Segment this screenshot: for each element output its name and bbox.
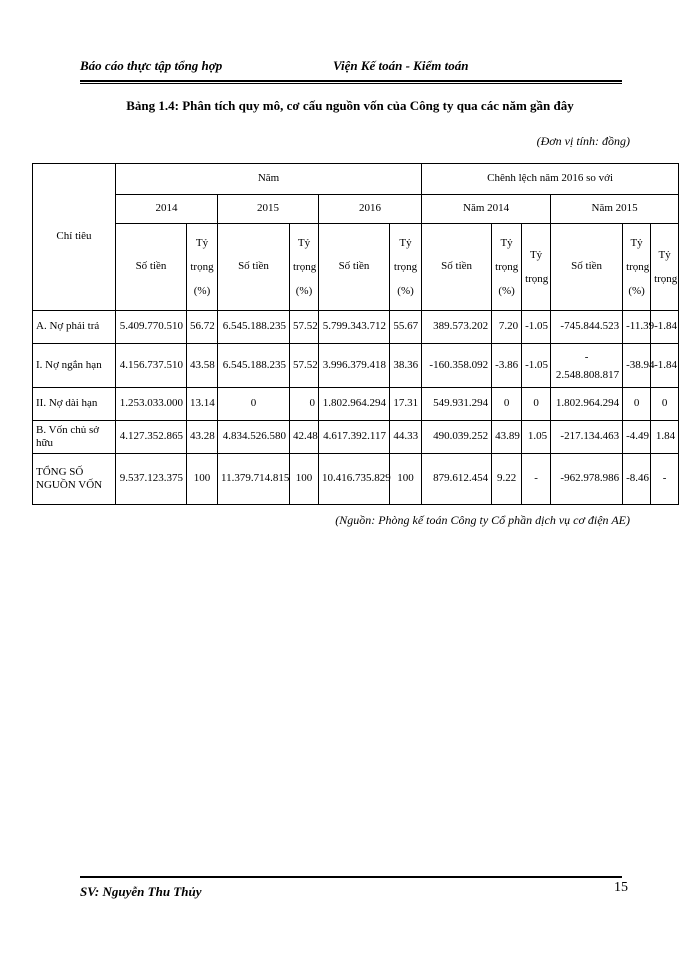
diff-2014-header: Năm 2014 xyxy=(422,195,551,224)
table-cell: -3.86 xyxy=(492,344,522,388)
table-cell: 549.931.294 xyxy=(422,388,492,421)
table-row-total xyxy=(33,454,679,505)
table-cell: 1.84 xyxy=(651,421,679,454)
amount-header: Số tiền xyxy=(116,224,187,311)
table-cell: -962.978.986 xyxy=(551,454,623,505)
table-cell: 4.127.352.865 xyxy=(116,421,187,454)
source-note: (Nguồn: Phòng kế toán Công ty Cổ phần dịch vụ cơ điện AE) xyxy=(335,513,630,527)
ratio-header: Tỷ trọng (%) xyxy=(390,224,422,311)
diff-2015-header: Năm 2015 xyxy=(551,195,679,224)
student-name: SV: Nguyễn Thu Thủy xyxy=(80,884,202,899)
table-row xyxy=(33,311,679,344)
page-header xyxy=(80,56,622,78)
table-cell: 879.612.454 xyxy=(422,454,492,505)
table-cell: -11.39 xyxy=(623,311,651,344)
amount-header: Số tiền xyxy=(319,224,390,311)
ratio-point-header: Tỷ trọng xyxy=(651,224,679,311)
table-cell: 55.67 xyxy=(390,311,422,344)
year-group-header: Năm xyxy=(116,164,422,195)
table-cell: 43.58 xyxy=(187,344,218,388)
table-cell: 10.416.735.829 xyxy=(319,454,390,505)
table-cell: 44.33 xyxy=(390,421,422,454)
table-cell: 4.617.392.117 xyxy=(319,421,390,454)
table-cell: -217.134.463 xyxy=(551,421,623,454)
row-label: TỔNG SỐ NGUỒN VỐN xyxy=(33,454,116,505)
table-cell: 1.253.033.000 xyxy=(116,388,187,421)
table-cell: 389.573.202 xyxy=(422,311,492,344)
table-cell: 9.22 xyxy=(492,454,522,505)
table-cell: 56.72 xyxy=(187,311,218,344)
header-divider xyxy=(80,80,622,82)
row-label: II. Nợ dài hạn xyxy=(33,388,116,421)
table-cell: -1.84 xyxy=(651,344,679,388)
footer-divider xyxy=(80,876,622,878)
table-cell: -8.46 xyxy=(623,454,651,505)
table-cell: -4.49 xyxy=(623,421,651,454)
table-cell: 0 xyxy=(218,388,290,421)
year-2014-header: 2014 xyxy=(116,195,218,224)
indicator-header: Chỉ tiêu xyxy=(33,164,116,311)
diff-group-header: Chênh lệch năm 2016 so với xyxy=(422,164,679,195)
table-cell: - xyxy=(522,454,551,505)
table-cell: -745.844.523 xyxy=(551,311,623,344)
header-row-3 xyxy=(33,224,679,311)
table-cell: 5.409.770.510 xyxy=(116,311,187,344)
row-label: A. Nợ phải trả xyxy=(33,311,116,344)
table-cell: 3.996.379.418 xyxy=(319,344,390,388)
table-cell: 1.802.964.294 xyxy=(319,388,390,421)
table-cell: 38.36 xyxy=(390,344,422,388)
table-cell: 4.156.737.510 xyxy=(116,344,187,388)
table-cell: 100 xyxy=(187,454,218,505)
ratio-header: Tỷ trọng (%) xyxy=(623,224,651,311)
table-cell: -1.05 xyxy=(522,311,551,344)
table-row xyxy=(33,421,679,454)
table-cell: 0 xyxy=(522,388,551,421)
table-cell: 490.039.252 xyxy=(422,421,492,454)
table-cell: -1.84 xyxy=(651,311,679,344)
unit-note: (Đơn vị tính: đồng) xyxy=(536,134,630,148)
institute-name: Viện Kế toán - Kiểm toán xyxy=(333,58,469,73)
table-cell: 6.545.188.235 xyxy=(218,311,290,344)
header-row-2 xyxy=(33,195,679,224)
ratio-header: Tỷ trọng (%) xyxy=(290,224,319,311)
table-cell: -38.94 xyxy=(623,344,651,388)
ratio-header: Tỷ trọng (%) xyxy=(492,224,522,311)
table-cell: 17.31 xyxy=(390,388,422,421)
capital-structure-table xyxy=(32,163,679,505)
table-cell: 0 xyxy=(651,388,679,421)
table-cell: 11.379.714.815 xyxy=(218,454,290,505)
header-divider-thin xyxy=(80,83,622,84)
table-cell: -1.05 xyxy=(522,344,551,388)
table-cell: 9.537.123.375 xyxy=(116,454,187,505)
table-row xyxy=(33,388,679,421)
table-cell: 100 xyxy=(290,454,319,505)
amount-header: Số tiền xyxy=(218,224,290,311)
table-cell: - 2.548.808.817 xyxy=(551,344,623,388)
table-row xyxy=(33,344,679,388)
table-cell: 100 xyxy=(390,454,422,505)
table-cell: 4.834.526.580 xyxy=(218,421,290,454)
row-label: B. Vốn chủ sở hữu xyxy=(33,421,116,454)
table-cell: 6.545.188.235 xyxy=(218,344,290,388)
year-2016-header: 2016 xyxy=(319,195,422,224)
table-cell: 7.20 xyxy=(492,311,522,344)
table-cell: 43.89 xyxy=(492,421,522,454)
table-cell: 42.48 xyxy=(290,421,319,454)
row-label: I. Nợ ngắn hạn xyxy=(33,344,116,388)
table-cell: -160.358.092 xyxy=(422,344,492,388)
amount-header: Số tiền xyxy=(551,224,623,311)
report-title: Báo cáo thực tập tổng hợp xyxy=(80,58,223,73)
table-cell: 0 xyxy=(290,388,319,421)
table-cell: - xyxy=(651,454,679,505)
year-2015-header: 2015 xyxy=(218,195,319,224)
table-title: Bảng 1.4: Phân tích quy mô, cơ cấu nguồn vốn của Công ty qua các năm gần đây xyxy=(126,98,574,113)
table-cell: 57.52 xyxy=(290,311,319,344)
table-cell: 1.802.964.294 xyxy=(551,388,623,421)
table-cell: 0 xyxy=(492,388,522,421)
header-row-1 xyxy=(33,164,679,195)
table-cell: 0 xyxy=(623,388,651,421)
table-cell: 13.14 xyxy=(187,388,218,421)
page-number: 15 xyxy=(614,880,628,895)
table-cell: 43.28 xyxy=(187,421,218,454)
ratio-header: Tỷ trọng (%) xyxy=(187,224,218,311)
amount-header: Số tiền xyxy=(422,224,492,311)
table-cell: 57.52 xyxy=(290,344,319,388)
ratio-point-header: Tỷ trọng xyxy=(522,224,551,311)
table-cell: 1.05 xyxy=(522,421,551,454)
table-cell: 5.799.343.712 xyxy=(319,311,390,344)
